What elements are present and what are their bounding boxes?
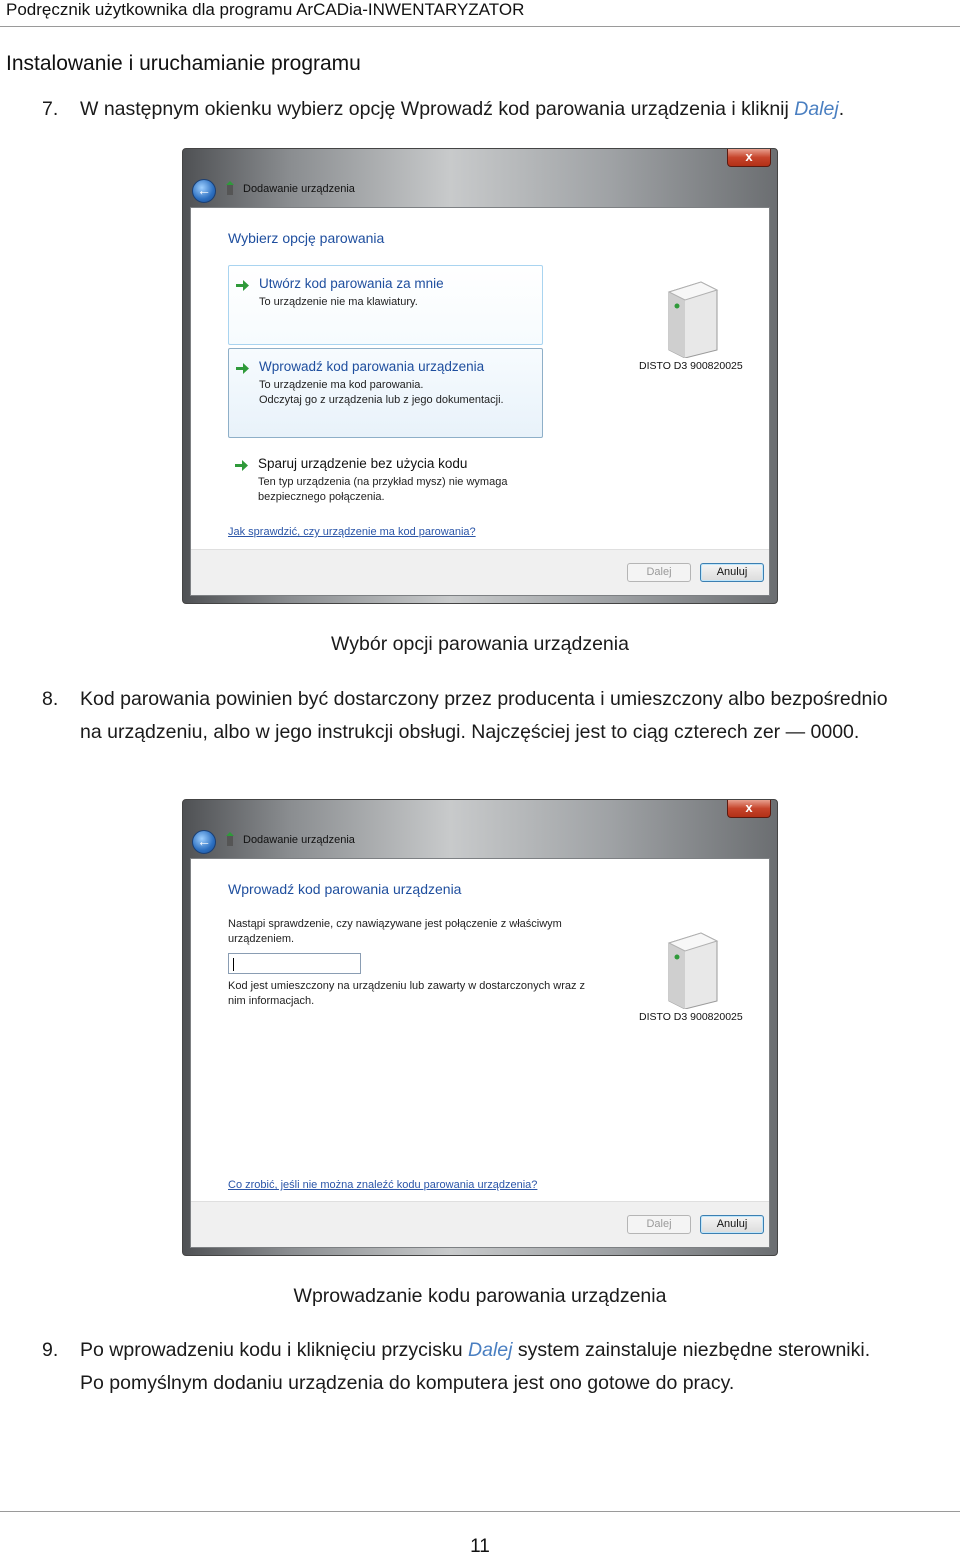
text-caret xyxy=(233,958,234,971)
figure-caption: Wprowadzanie kodu parowania urządzenia xyxy=(293,1285,667,1307)
step-7 xyxy=(42,93,954,126)
dialog-footer xyxy=(191,1201,769,1247)
document-header: Podręcznik użytkownika dla programu ArCADia-INWENTARYZATOR xyxy=(6,0,525,19)
pairing-code-input[interactable] xyxy=(228,953,361,974)
bluetooth-device-icon xyxy=(225,181,235,195)
dialog-title: Dodawanie urządzenia xyxy=(243,183,355,195)
close-icon[interactable]: x xyxy=(727,800,771,818)
option-description: To urządzenie ma kod parowania. xyxy=(259,379,424,391)
next-button[interactable]: Dalej xyxy=(627,563,691,582)
option-title: Wprowadź kod parowania urządzenia xyxy=(259,359,485,374)
section-title: Instalowanie i uruchamianie programu xyxy=(6,52,361,75)
dialog-footer xyxy=(191,549,769,595)
green-arrow-icon xyxy=(236,363,249,374)
device-label: DISTO D3 900820025 xyxy=(639,360,743,372)
step-number: 7. xyxy=(42,98,59,120)
dialog-instruction: Wprowadź kod parowania urządzenia xyxy=(228,881,462,897)
add-device-dialog-pairing-options xyxy=(182,148,778,604)
step-text-line-2: na urządzeniu, albo w jego instrukcji obsługi. Najczęściej jest to ciąg czterech zer — 0000. xyxy=(80,721,860,743)
dialog-content xyxy=(190,858,770,1248)
page-number: 11 xyxy=(470,1536,490,1557)
hard-drive-device-icon xyxy=(661,278,721,358)
green-arrow-icon xyxy=(235,460,248,471)
step-text-line-2: Po pomyślnym dodaniu urządzenia do komputera jest ono gotowe do pracy. xyxy=(80,1372,735,1394)
option-description-2: bezpiecznego połączenia. xyxy=(258,491,385,503)
dialog-instruction: Wybierz opcję parowania xyxy=(228,230,385,246)
dialog-content xyxy=(190,207,770,596)
step-9 xyxy=(42,1334,954,1400)
verify-text-line-2: urządzeniem. xyxy=(228,933,295,945)
help-link[interactable]: Jak sprawdzić, czy urządzenie ma kod parowania? xyxy=(228,526,476,538)
step-text-end: . xyxy=(838,98,845,120)
hard-drive-device-icon xyxy=(661,929,721,1009)
option-description-2: Odczytaj go z urządzenia lub z jego dokumentacji. xyxy=(259,394,504,406)
step-text-line-1: Kod parowania powinien być dostarczony przez producenta i umieszczony albo bezpośrednio xyxy=(80,688,888,710)
green-arrow-icon xyxy=(236,280,249,291)
header-divider xyxy=(0,26,960,27)
step-number: 8. xyxy=(42,688,59,710)
verify-text-line-1: Nastąpi sprawdzenie, czy nawiązywane jest połączenie z właściwym xyxy=(228,918,562,930)
device-label: DISTO D3 900820025 xyxy=(639,1011,743,1023)
option-pair-without-code[interactable] xyxy=(228,448,543,508)
back-arrow-icon[interactable]: ← xyxy=(192,179,216,203)
option-title: Sparuj urządzenie bez użycia kodu xyxy=(258,456,468,471)
cancel-button[interactable]: Anuluj xyxy=(700,1215,764,1234)
back-arrow-icon[interactable]: ← xyxy=(192,830,216,854)
figure-caption: Wybór opcji parowania urządzenia xyxy=(331,633,629,655)
option-description: Ten typ urządzenia (na przykład mysz) nie wymaga xyxy=(258,476,508,488)
dialog-titlebar xyxy=(183,800,777,858)
help-link[interactable]: Co zrobić, jeśli nie można znaleźć kodu parowania urządzenia? xyxy=(228,1179,538,1191)
dalej-reference: Dalej xyxy=(794,98,839,120)
step-text-end: system zainstaluje niezbędne sterowniki. xyxy=(512,1339,871,1361)
hint-text-line-1: Kod jest umieszczony na urządzeniu lub zawarty w dostarczonych wraz z xyxy=(228,980,586,992)
option-title: Utwórz kod parowania za mnie xyxy=(259,276,444,291)
option-enter-code[interactable] xyxy=(228,348,543,438)
dialog-title: Dodawanie urządzenia xyxy=(243,834,355,846)
option-description: To urządzenie nie ma klawiatury. xyxy=(259,296,418,308)
dialog-titlebar xyxy=(183,149,777,207)
add-device-dialog-enter-code xyxy=(182,799,778,1256)
cancel-button[interactable]: Anuluj xyxy=(700,563,764,582)
step-text: Po wprowadzeniu kodu i kliknięciu przycisku xyxy=(80,1339,469,1361)
next-button[interactable]: Dalej xyxy=(627,1215,691,1234)
step-8 xyxy=(42,683,954,749)
footer-divider xyxy=(0,1511,960,1512)
close-icon[interactable]: x xyxy=(727,149,771,167)
option-create-code[interactable] xyxy=(228,265,543,345)
dalej-reference: Dalej xyxy=(468,1339,513,1361)
bluetooth-device-icon xyxy=(225,832,235,846)
step-number: 9. xyxy=(42,1339,59,1361)
hint-text-line-2: nim informacjach. xyxy=(228,995,315,1007)
step-text: W następnym okienku wybierz opcję Wprowadź kod parowania urządzenia i kliknij xyxy=(80,98,795,120)
